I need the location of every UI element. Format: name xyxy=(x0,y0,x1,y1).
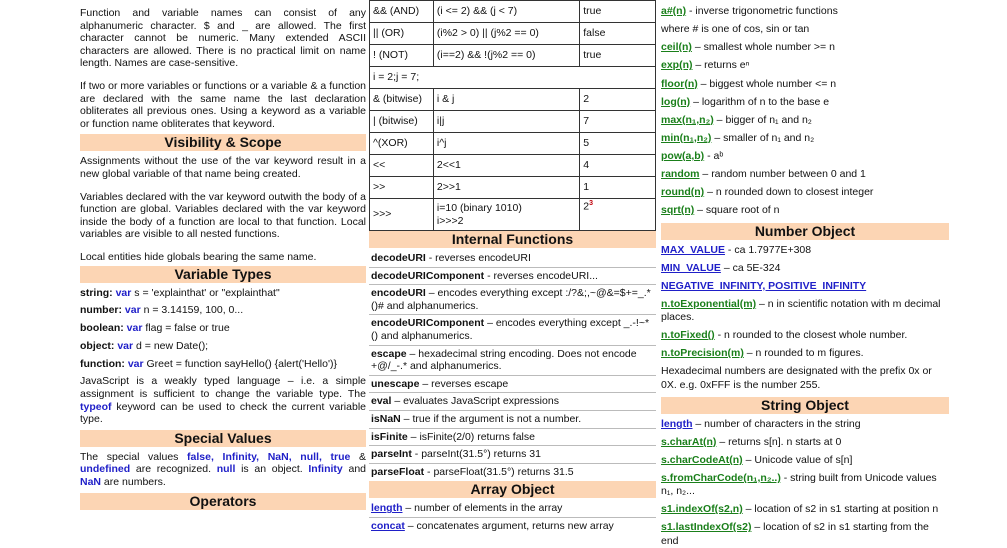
math-function-entry xyxy=(661,5,949,18)
string-method-link[interactable]: length xyxy=(661,417,693,430)
internal-function-entry xyxy=(369,393,656,411)
number-property-entry xyxy=(661,244,949,257)
math-function-desc: – logarithm of n to the base e xyxy=(690,95,830,108)
number-property-link[interactable]: n.toExponential(m) xyxy=(661,297,757,310)
paragraph-var-global: Assignments without the use of the var keyword result in a new global variable of that name being created. xyxy=(80,155,366,180)
math-function-link[interactable]: max(n₁,n₂) xyxy=(661,113,714,126)
variable-type-label: string: xyxy=(80,286,113,299)
operator-cell: && (AND) xyxy=(370,1,434,23)
heading-operators: Operators xyxy=(80,493,366,510)
variable-types-list xyxy=(80,287,366,371)
variable-type-label: function: xyxy=(80,357,125,370)
function-name: escape xyxy=(371,347,407,360)
math-function-link[interactable]: a#(n) xyxy=(661,5,687,17)
variable-type-row xyxy=(80,358,366,371)
math-function-entry xyxy=(661,96,949,109)
math-function-desc: – returns eⁿ xyxy=(692,59,750,72)
math-function-desc: - aᵇ xyxy=(704,150,724,162)
operator-cell: false xyxy=(580,23,656,45)
function-name: parseInt xyxy=(371,448,412,461)
number-property-link[interactable]: MIN_VALUE xyxy=(661,261,721,274)
operator-cell: (i==2) && !(j%2 == 0) xyxy=(433,45,579,67)
variable-type-label: number: xyxy=(80,304,122,317)
column-middle xyxy=(369,0,656,532)
operator-cell: i & j xyxy=(433,89,579,111)
operator-cell: i^j xyxy=(433,133,579,155)
math-function-entry xyxy=(661,59,949,72)
variable-type-row xyxy=(80,340,366,353)
operator-cell: 2 xyxy=(580,89,656,111)
internal-function-entry xyxy=(369,250,656,268)
function-desc: – true if the argument is not a number. xyxy=(400,412,582,425)
math-function-link[interactable]: ceil(n) xyxy=(661,41,692,54)
math-function-desc: - inverse trigonometric functions xyxy=(686,5,838,17)
string-method-entry xyxy=(661,436,949,449)
operator-cell: true xyxy=(580,1,656,23)
number-property-entry xyxy=(661,262,949,275)
string-method-desc: – number of characters in the string xyxy=(692,417,861,430)
operator-cell: | (bitwise) xyxy=(370,111,434,133)
operator-row xyxy=(370,177,656,199)
column-right xyxy=(661,0,949,547)
array-length-entry: length – number of elements in the array xyxy=(369,500,656,518)
operator-row xyxy=(370,199,656,231)
heading-variable-types: Variable Types xyxy=(80,266,366,283)
function-name: eval xyxy=(371,395,392,408)
math-function-link[interactable]: pow(a,b) xyxy=(661,150,705,162)
math-function-link[interactable]: min(n₁,n₂) xyxy=(661,131,712,144)
function-desc: – encodes everything except _.-!~*() and alphanumerics. xyxy=(371,317,650,342)
heading-array-object: Array Object xyxy=(369,481,656,498)
string-method-entry xyxy=(661,472,949,498)
string-method-link[interactable]: s.charAt(n) xyxy=(661,435,717,448)
operator-row xyxy=(370,45,656,67)
operator-row xyxy=(370,89,656,111)
number-object-list xyxy=(661,244,949,361)
operator-cell: i|j xyxy=(433,111,579,133)
function-name: decodeURIComponent xyxy=(371,269,485,282)
string-method-entry xyxy=(661,521,949,547)
operator-cell: << xyxy=(370,155,434,177)
math-function-desc: where # is one of cos, sin or tan xyxy=(661,23,810,36)
number-property-desc: – ca 5E-324 xyxy=(720,261,781,274)
operator-row xyxy=(370,111,656,133)
math-function-desc: – random number between 0 and 1 xyxy=(699,168,866,181)
number-property-link[interactable]: NEGATIVE_INFINITY, POSITIVE_INFINITY xyxy=(661,279,867,292)
variable-type-example: n = 3.14159, 100, 0... xyxy=(140,304,244,317)
operator-cell xyxy=(580,199,656,231)
paragraph-redeclare: If two or more variables or functions or a variable & a function are declared with the same name the last declaration obliterates all previous ones. Using a keyword as a variable or function name obliterates that keyword. xyxy=(80,79,366,130)
number-property-link[interactable]: MAX_VALUE xyxy=(661,243,725,256)
heading-internal-functions: Internal Functions xyxy=(369,231,656,248)
string-method-link[interactable]: s.charCodeAt(n) xyxy=(661,453,743,466)
math-function-link[interactable]: sqrt(n) xyxy=(661,204,695,217)
string-method-entry xyxy=(661,418,949,431)
internal-function-entry xyxy=(369,346,656,376)
number-property-desc: - n rounded to the closest whole number. xyxy=(714,329,908,342)
operator-cell: ^(XOR) xyxy=(370,133,434,155)
paragraph-var-local: Variables declared with the var keyword outwith the body of a function are global. Variables declared with the var keyword inside the body of a function are local to that function. Local variables are visible to all nested functions. xyxy=(80,190,366,241)
math-function-entry xyxy=(661,168,949,181)
number-property-entry xyxy=(661,298,949,324)
number-property-entry xyxy=(661,347,949,360)
heading-string-object: String Object xyxy=(661,397,949,414)
internal-function-entry xyxy=(369,411,656,429)
operator-cell: 4 xyxy=(580,155,656,177)
operator-cell: i=10 (binary 1010) i>>>2 xyxy=(433,199,579,231)
var-keyword: var xyxy=(126,322,143,335)
operator-cell: (i%2 > 0) || (j%2 == 0) xyxy=(433,23,579,45)
var-keyword: var xyxy=(124,304,141,317)
variable-type-example: s = 'explainthat' or "explainthat" xyxy=(131,286,280,299)
math-function-entry xyxy=(661,41,949,54)
variable-type-label: boolean: xyxy=(80,322,124,335)
operator-row xyxy=(370,133,656,155)
math-function-link[interactable]: round(n) xyxy=(661,186,705,199)
operators-table xyxy=(369,0,656,231)
function-desc: – hexadecimal string encoding. Does not encode +@/_-.* and alphanumerics. xyxy=(371,347,637,373)
internal-function-entry xyxy=(369,315,656,345)
math-function-entry xyxy=(661,150,949,163)
result-superscript: 3 xyxy=(589,200,593,207)
paragraph-names: Function and variable names can consist of any alphanumeric character. $ and _ are allowed. The first character cannot be numeric. Many extended ASCII characters are allowed. There is no practical limit on name length. Names are case-sensitive. xyxy=(80,7,366,70)
function-desc: – reverses escape xyxy=(419,377,509,390)
math-function-link[interactable]: floor(n) xyxy=(661,77,698,90)
variable-type-row xyxy=(80,322,366,335)
internal-function-entry xyxy=(369,268,656,286)
paragraph-special-values: The special values false, Infinity, NaN, null, true & undefined are recognized. null is an object. Infinity and NaN are numbers. xyxy=(80,450,366,489)
operator-cell: >> xyxy=(370,177,434,199)
internal-function-entry xyxy=(369,376,656,394)
variable-type-example: Greet = function sayHello() {alert('Hello')} xyxy=(143,357,337,370)
string-method-desc: – Unicode value of s[n] xyxy=(742,453,853,466)
internal-function-entry xyxy=(369,446,656,464)
math-function-entry xyxy=(661,23,949,36)
operator-cell: true xyxy=(580,45,656,67)
function-desc: – encodes everything except :/?&;,~@&=$+=_.*()# and alphanumerics. xyxy=(371,287,651,312)
variable-type-example: d = new Date(); xyxy=(133,339,209,352)
number-property-link[interactable]: n.toFixed() xyxy=(661,329,715,342)
number-property-entry xyxy=(661,329,949,342)
column-left xyxy=(80,0,366,528)
math-function-desc: – bigger of n₁ and n₂ xyxy=(713,113,812,126)
function-desc: - reverses encodeURI... xyxy=(484,269,598,282)
heading-visibility-scope: Visibility & Scope xyxy=(80,134,366,151)
number-property-link[interactable]: n.toPrecision(m) xyxy=(661,347,744,360)
function-desc: - reverses encodeURI xyxy=(425,252,531,264)
operator-row xyxy=(370,1,656,23)
math-function-entry xyxy=(661,132,949,145)
math-function-desc: – n rounded down to closest integer xyxy=(704,186,874,199)
keyword-typeof: typeof xyxy=(80,400,112,413)
operator-cell: || (OR) xyxy=(370,23,434,45)
function-name: parseFloat xyxy=(371,465,425,478)
math-functions-list xyxy=(661,5,949,218)
internal-function-entry xyxy=(369,285,656,315)
function-name: decodeURI xyxy=(371,252,426,264)
string-method-desc: – location of s2 in s1 starting from the end xyxy=(661,521,929,547)
internal-function-entry xyxy=(369,429,656,447)
operator-cell: 2>>1 xyxy=(433,177,579,199)
string-method-desc: – returns s[n]. n starts at 0 xyxy=(716,435,842,448)
string-method-desc: – location of s2 in s1 starting at position n xyxy=(742,503,939,516)
heading-special-values: Special Values xyxy=(80,430,366,447)
operator-cell: 2<<1 xyxy=(433,155,579,177)
number-property-desc: – n rounded to m figures. xyxy=(743,347,864,360)
variable-type-label: object: xyxy=(80,339,115,352)
operator-cell: 5 xyxy=(580,133,656,155)
number-property-desc: – n in scientific notation with m decimal places. xyxy=(661,297,941,323)
math-function-desc: – square root of n xyxy=(694,204,780,217)
math-function-link[interactable]: random xyxy=(661,168,700,181)
function-desc: - parseFloat(31.5°) returns 31.5 xyxy=(424,465,574,478)
math-function-link[interactable]: log(n) xyxy=(661,95,691,108)
string-method-entry xyxy=(661,503,949,516)
variable-type-example: flag = false or true xyxy=(142,322,230,335)
string-method-link[interactable]: s.fromCharCode(n₁,n₂..) xyxy=(661,472,781,484)
math-function-desc: – smaller of n₁ and n₂ xyxy=(711,131,815,144)
operator-row xyxy=(370,67,656,89)
math-function-desc: – smallest whole number >= n xyxy=(691,41,835,54)
variable-type-row xyxy=(80,304,366,317)
string-method-entry xyxy=(661,454,949,467)
number-property-desc: - ca 1.7977E+308 xyxy=(724,243,812,256)
internal-functions-list xyxy=(369,250,656,480)
math-function-entry xyxy=(661,186,949,199)
number-property-entry xyxy=(661,280,949,293)
math-function-entry xyxy=(661,204,949,217)
math-function-link[interactable]: exp(n) xyxy=(661,59,693,72)
function-desc: - parseInt(31.5°) returns 31 xyxy=(411,448,541,461)
internal-function-entry xyxy=(369,464,656,481)
string-object-list xyxy=(661,418,949,548)
function-name: encodeURIComponent xyxy=(371,317,485,330)
operator-row xyxy=(370,23,656,45)
var-keyword: var xyxy=(127,357,144,370)
function-desc: – isFinite(2/0) returns false xyxy=(407,430,535,443)
operator-row xyxy=(370,155,656,177)
operator-cell: 7 xyxy=(580,111,656,133)
heading-number-object: Number Object xyxy=(661,223,949,240)
operator-cell: i = 2;j = 7; xyxy=(370,67,656,89)
operator-cell: >>> xyxy=(370,199,434,231)
string-method-link[interactable]: s1.lastIndexOf(s2) xyxy=(661,521,752,534)
var-keyword: var xyxy=(115,286,132,299)
operator-cell: (i <= 2) && (j < 7) xyxy=(433,1,579,23)
string-method-link[interactable]: s1.indexOf(s2,n) xyxy=(661,503,743,516)
math-function-entry xyxy=(661,78,949,91)
operator-cell: & (bitwise) xyxy=(370,89,434,111)
paragraph-weak-typing: JavaScript is a weakly typed language – i.e. a simple assignment is sufficient to change the variable type. The typeof keyword can be used to check the current variable type. xyxy=(80,375,366,426)
variable-type-row xyxy=(80,287,366,300)
var-keyword: var xyxy=(117,339,134,352)
operator-cell: 1 xyxy=(580,177,656,199)
function-name: isNaN xyxy=(371,412,401,425)
paragraph-hex-note: Hexadecimal numbers are designated with the prefix 0x or 0X. e.g. 0xFFF is the number 255. xyxy=(661,365,932,391)
array-concat-entry: concat – concatenates argument, returns new array xyxy=(371,519,614,532)
function-name: unescape xyxy=(371,377,420,390)
paragraph-hide-globals: Local entities hide globals bearing the same name. xyxy=(80,250,317,263)
function-name: encodeURI xyxy=(371,287,426,300)
string-method-desc: - string built from Unicode values n₁, n₂... xyxy=(661,472,937,498)
math-function-desc: – biggest whole number <= n xyxy=(697,77,837,90)
operator-result: 2 xyxy=(583,200,590,213)
function-name: isFinite xyxy=(371,430,408,443)
function-desc: – evaluates JavaScript expressions xyxy=(391,395,559,408)
math-function-entry xyxy=(661,114,949,127)
operator-cell: ! (NOT) xyxy=(370,45,434,67)
